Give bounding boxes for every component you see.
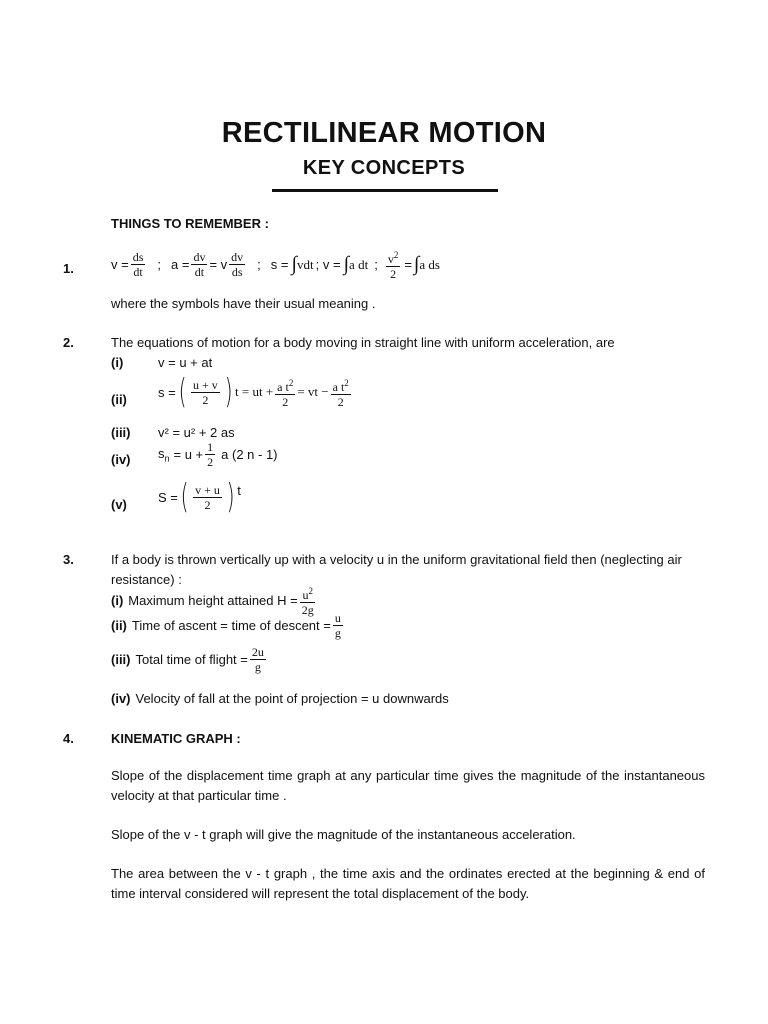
frac-den: 2 [282, 394, 289, 409]
item-1-number: 1. [63, 261, 74, 276]
frac-num: $v^2$ [387, 250, 399, 266]
integral-sign-icon: ∫ [413, 253, 420, 275]
frac-num: dv [231, 250, 244, 264]
separator: ; [374, 257, 378, 272]
label: (iv) [111, 691, 131, 706]
frac-num: ds [132, 250, 144, 264]
frac-den: dt [133, 265, 143, 279]
s-eq: s = [158, 384, 176, 400]
separator: ; [157, 257, 162, 272]
2u-g-fraction [250, 645, 266, 674]
right-paren-icon: ) [226, 477, 235, 517]
eq-i: v = u + at [158, 355, 213, 370]
item-4-paragraph-1: Slope of the displacement time graph at any particular time gives the magnitude of the instantaneous velocity at that particular time . [111, 768, 705, 803]
text: Maximum height attained H = [128, 593, 298, 608]
frac-num: u + v [192, 377, 218, 392]
page-subtitle: KEY CONCEPTS [302, 157, 466, 179]
u-plus-v-fraction [191, 378, 220, 407]
frac-num: dv [193, 250, 206, 264]
int-adt: a dt [349, 256, 369, 272]
mid-expression: t = ut + [235, 384, 274, 399]
v-eq-2: ; v = [315, 257, 341, 272]
integral-sign-icon: ∫ [343, 253, 350, 275]
frac-num: 1 [207, 440, 214, 454]
label: (ii) [111, 618, 127, 633]
frac-den: 2 [390, 267, 397, 281]
int-ads: a ds [419, 256, 440, 272]
frac-num: a $t^2$ [332, 377, 349, 394]
t-symbol: t [237, 482, 241, 498]
item-3-ii [111, 611, 345, 640]
text: Total time of flight = [135, 652, 248, 667]
frac-num: 2u [251, 645, 264, 659]
frac-den: ds [231, 265, 243, 279]
v-eq: v = [111, 257, 129, 272]
u-g-fraction [333, 611, 343, 640]
dv-ds-fraction [229, 250, 245, 279]
frac-den: 2 [204, 497, 211, 512]
half-fraction [205, 440, 215, 469]
eq-iii-label: (iii) [111, 425, 131, 440]
sn [158, 446, 170, 464]
a-eq: a = [171, 257, 190, 272]
item-3-line1: If a body is thrown vertically up with a velocity u in the uniform gravitational field then (neglecting air [111, 552, 682, 567]
frac-den: g [334, 626, 341, 640]
eq-iii: v² = u² + 2 as [158, 425, 235, 440]
eq-iv-tail: a (2 n - 1) [221, 447, 278, 462]
frac-num: u [334, 611, 341, 625]
label: (iii) [111, 652, 131, 667]
eq-ii [158, 372, 353, 412]
S-eq: S = [158, 489, 178, 505]
item-4-paragraph-2: Slope of the v - t graph will give the magnitude of the instantaneous acceleration. [111, 827, 576, 842]
frac-num: $u^2$ [302, 586, 313, 602]
frac-num: v + u [195, 482, 220, 497]
frac-den: 2 [202, 392, 209, 407]
at2-fraction-2 [331, 376, 351, 409]
eq-v-label: (v) [111, 497, 127, 512]
item-4-paragraph-3: The area between the v - t graph , the time axis and the ordinates erected at the beginning & end of time interval considered will represent the total displacement of the body. [111, 866, 705, 901]
frac-den: g [254, 660, 261, 674]
eq-v [158, 477, 241, 517]
n-subscript: n [164, 453, 170, 464]
eq-v: = v [209, 257, 228, 272]
item-4-number: 4. [63, 731, 74, 746]
item-4-heading: KINEMATIC GRAPH : [111, 731, 241, 746]
title-underline [272, 189, 498, 192]
item-1-equations [111, 248, 440, 281]
equals-sign: = [404, 257, 412, 272]
eq-i-label: (i) [111, 355, 124, 370]
s-eq: s = [270, 257, 289, 272]
label: (i) [111, 593, 124, 608]
frac-den: 2g [301, 603, 314, 617]
item-1-note: where the symbols have their usual meaning . [111, 296, 376, 311]
v-plus-u-fraction [193, 483, 222, 512]
frac-den: dt [194, 265, 205, 279]
left-paren-icon: ( [180, 477, 189, 517]
vt-expression: = vt − [297, 384, 329, 399]
item-3-iv [111, 691, 449, 706]
item-3-iii [111, 645, 268, 674]
s-symbol: s [158, 445, 165, 461]
item-2-intro: The equations of motion for a body moving in straight line with uniform acceleration, are [111, 335, 615, 350]
item-3-number: 3. [63, 552, 74, 567]
ds-dt-fraction [131, 250, 146, 279]
page-title: RECTILINEAR MOTION [221, 117, 547, 149]
text: Time of ascent = time of descent = [131, 618, 331, 633]
left-paren-icon: ( [178, 372, 187, 412]
int-vdt: vdt [297, 256, 314, 272]
eq-iv [158, 440, 278, 469]
frac-den: 2 [207, 455, 214, 469]
v2-2-fraction [386, 248, 401, 281]
eq-ii-label: (ii) [111, 392, 127, 407]
text: Velocity of fall at the point of projection = u downwards [135, 691, 449, 706]
right-paren-icon: ) [224, 372, 233, 412]
integral-sign-icon: ∫ [291, 253, 297, 275]
item-3-line2: resistance) : [111, 572, 182, 587]
at2-fraction [275, 376, 295, 409]
item-2-number: 2. [63, 335, 74, 350]
frac-den: 2 [337, 394, 344, 409]
eq-iv-label: (iv) [111, 452, 131, 467]
dv-dt-fraction [191, 250, 207, 279]
section-heading: THINGS TO REMEMBER : [111, 216, 269, 231]
eq-u-plus: = u + [173, 447, 204, 462]
separator: ; [257, 257, 261, 272]
frac-num: a $t^2$ [277, 377, 294, 394]
